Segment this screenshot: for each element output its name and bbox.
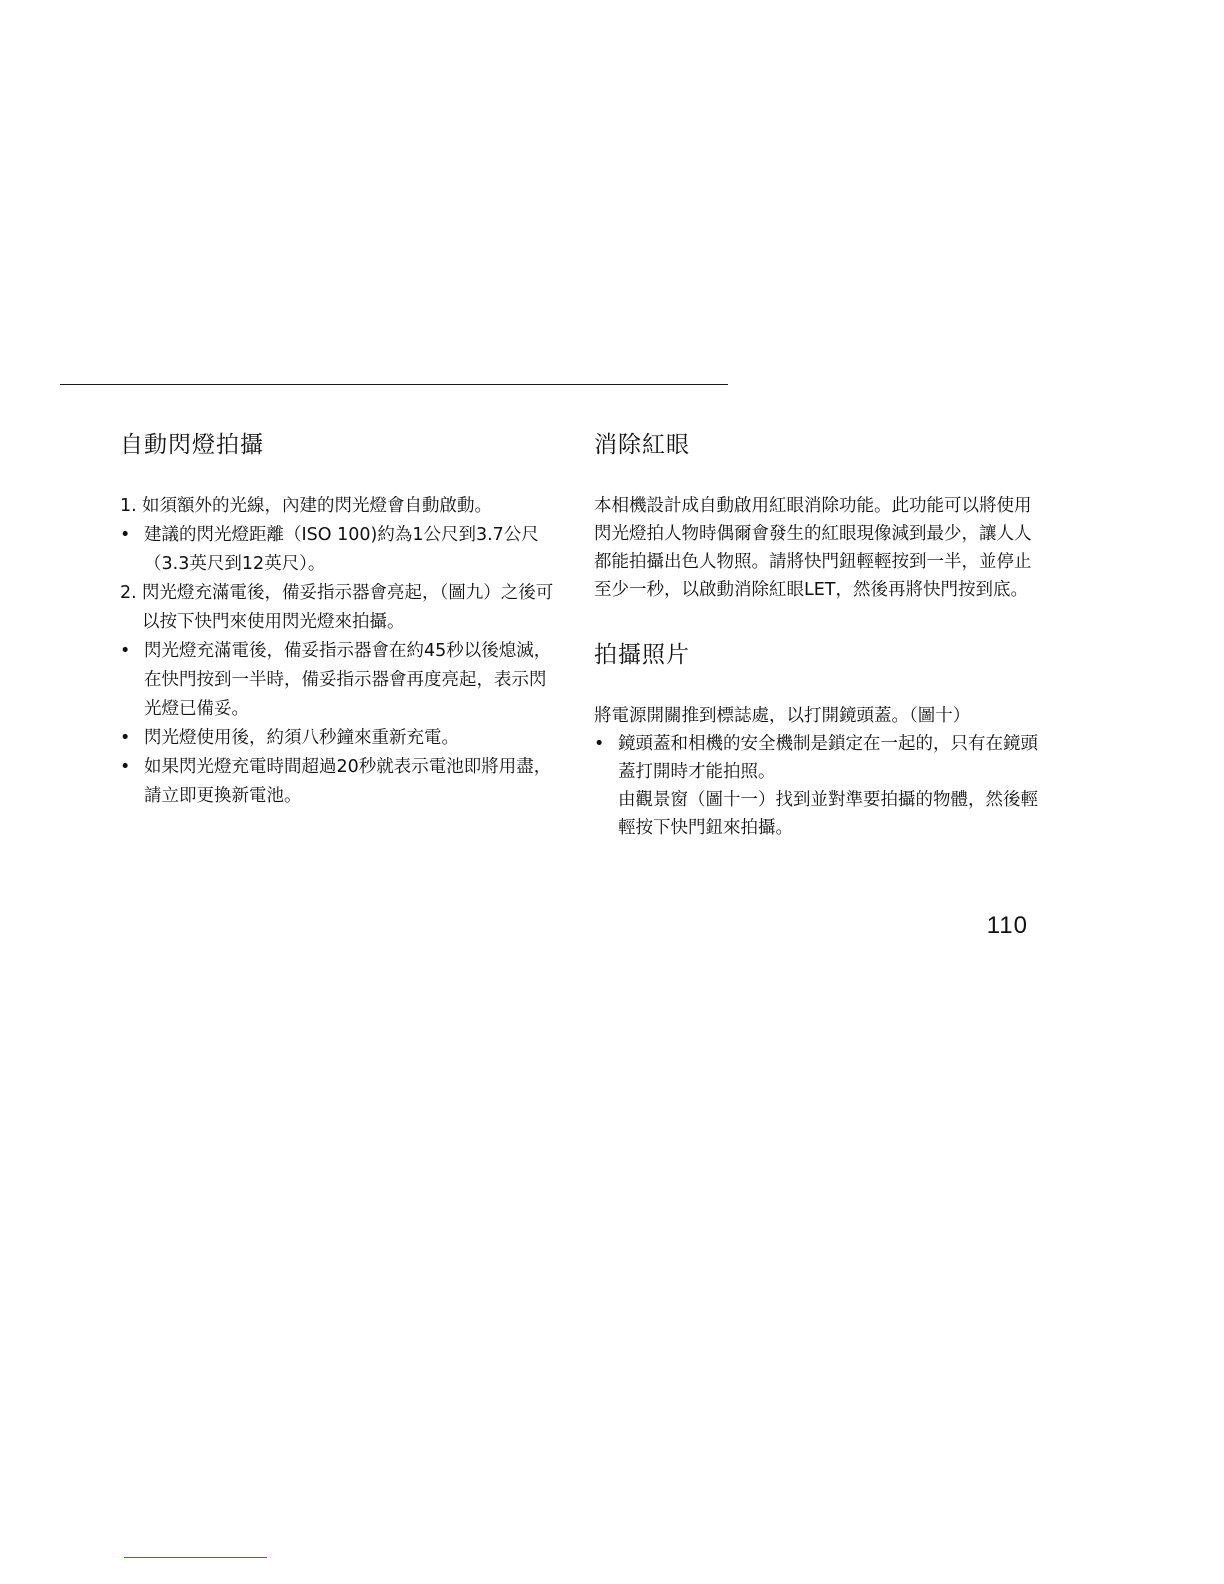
flash-list [120, 492, 560, 811]
photo-followup: 由觀景窗（圖十一）找到並對準要拍攝的物體，然後輕輕按下快門鈕來拍攝。 [618, 790, 1038, 838]
flash-item [120, 492, 560, 521]
flash-item [120, 637, 560, 724]
flash-section [120, 428, 560, 811]
flash-heading: 自動閃燈拍攝 [120, 432, 264, 458]
photo-bullet-text: 鏡頭蓋和相機的安全機制是鎖定在一起的，只有在鏡頭蓋打開時才能拍照。 [618, 734, 1038, 782]
redeye-paragraph: 本相機設計成自動啟用紅眼消除功能。此功能可以將使用閃光燈拍人物時偶爾會發生的紅眼現像減到最少，讓人人都能拍攝出色人物照。請將快門鈕輕輕按到一半，並停止至少一秒，以啟動消除紅眼LET，然後再將快門按到底。 [594, 496, 1032, 600]
footer-rule [124, 1557, 267, 1558]
photo-bullet [594, 730, 1044, 786]
bullet-marker: • [120, 728, 131, 748]
list-item-text: 閃光燈充滿電後，備妥指示器會亮起，（圖九）之後可以按下快門來使用閃光燈來拍攝。 [142, 583, 554, 632]
photo-heading: 拍攝照片 [594, 642, 690, 668]
right-column [594, 428, 1044, 842]
photo-intro: 將電源開關推到標誌處，以打開鏡頭蓋。（圖十） [594, 706, 971, 726]
bullet-marker: • [120, 641, 131, 661]
flash-item [120, 521, 560, 579]
header-rule [60, 384, 728, 385]
list-marker: 2. [120, 583, 137, 603]
list-item-text: 閃光燈使用後，約須八秒鐘來重新充電。 [144, 728, 459, 748]
list-item-text: 建議的閃光燈距離（ISO 100)約為1公尺到3.7公尺（3.3英尺到12英尺）。 [144, 525, 539, 574]
page-number: 110 [986, 912, 1028, 939]
list-marker: 1. [120, 496, 137, 516]
flash-item [120, 753, 560, 811]
flash-item [120, 724, 560, 753]
bullet-marker: • [120, 525, 131, 545]
bullet-marker: • [120, 757, 131, 777]
flash-item [120, 579, 560, 637]
redeye-heading: 消除紅眼 [594, 432, 690, 458]
bullet-marker: • [594, 734, 605, 754]
list-item-text: 閃光燈充滿電後，備妥指示器會在約45秒以後熄滅，在快門按到一半時，備妥指示器會再度亮起，表示閃光燈已備妥。 [144, 641, 552, 719]
list-item-text: 如果閃光燈充電時間超過20秒就表示電池即將用盡，請立即更換新電池。 [144, 757, 552, 806]
list-item-text: 如須額外的光線，內建的閃光燈會自動啟動。 [142, 496, 492, 516]
